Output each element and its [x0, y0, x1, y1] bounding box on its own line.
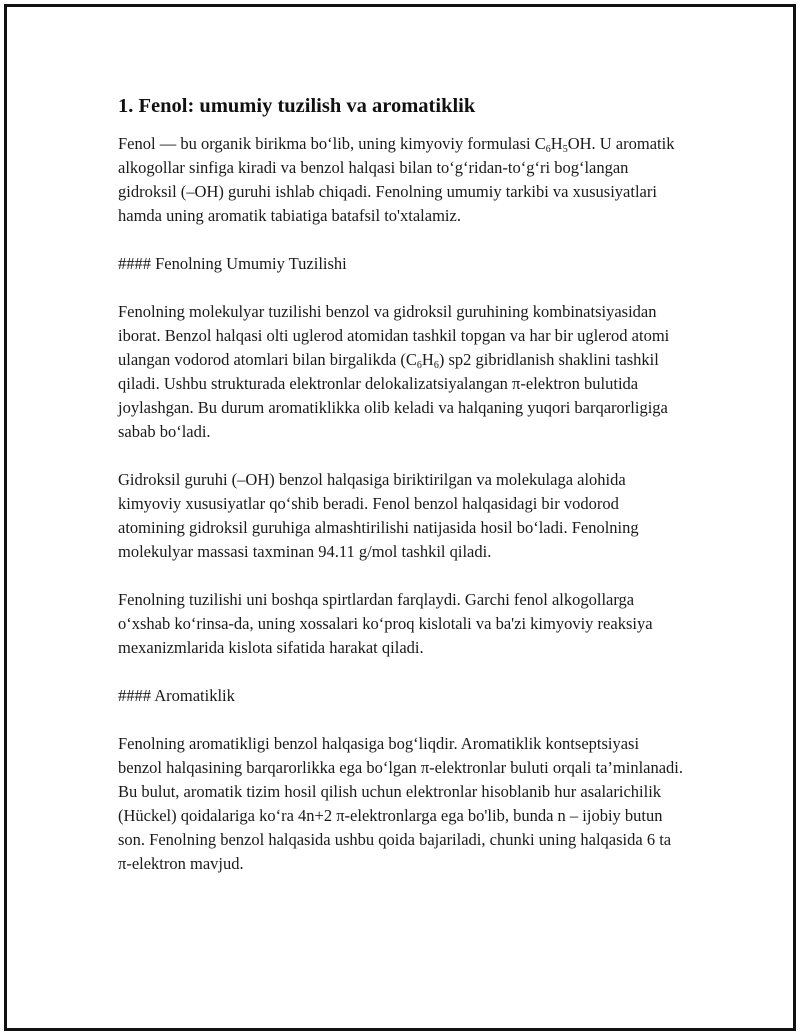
document-body [118, 92, 684, 900]
intro-text-before-formula: Fenol — bu organik birikma bo‘lib, uning kimyoviy formulasi C [118, 134, 546, 153]
structure-paragraph [118, 300, 684, 444]
difference-paragraph: Fenolning tuzilishi uni boshqa spirtlardan farqlaydi. Garchi fenol alkogollarga o‘xshab ko‘rinsa-da, uning xossalari ko‘proq kislotali va ba'zi kimyoviy reaksiya mexanizmlarida kislota sifatida harakat qiladi. [118, 590, 653, 657]
intro-text-after-formula: OH. U aromatik alkogollar sinfiga kiradi va benzol halqasi bilan to‘g‘ridan-to‘g‘ri bog‘langan gidroksil (–OH) guruhi ishlab chiqadi. Fenolning umumiy tarkibi va xususiyatlari hamda uning aromatik tabiatiga batafsil to'xtalamiz. [118, 134, 675, 225]
formula-subscript: 5 [562, 144, 568, 155]
structure-text-before-formula: Fenolning molekulyar tuzilishi benzol va gidroksil guruhining kombinatsiyasidan iborat. Benzol halqasi olti uglerod atomidan tashkil topgan va har bir uglerod atomi ulangan vodorod atomlari bilan birgalikda (C [118, 302, 670, 369]
formula-element: H [421, 350, 434, 369]
formula-element: H [550, 134, 563, 153]
structure-text-after-formula: ) sp2 gibridlanish shaklini tashkil qiladi. Ushbu strukturada elektronlar delokalizatsiyalangan π-elektron bulutida joylashgan. Bu durum aromatiklikka olib keladi va halqaning yuqori barqarorligiga sabab bo‘ladi. [118, 350, 668, 441]
formula-subscript: 6 [545, 144, 551, 155]
intro-paragraph [118, 132, 684, 228]
aromaticity-paragraph: Fenolning aromatikligi benzol halqasiga bog‘liqdir. Aromatiklik kontseptsiyasi benzol halqasining barqarorlikka ega bo‘lgan π-elektronlar buluti orqali ta’minlanadi. Bu bulut, aromatik tizim hosil qilish uchun elektronlar hisoblanib hur asalarichilik (Hückel) qoidalariga ko‘ra 4n+2 π-elektronlarga ega bo'lib, bunda n – ijobiy butun son. Fenolning benzol halqasida ushbu qoida bajariladi, chunki uning halqasida 6 ta π-elektron mavjud. [118, 734, 684, 873]
section-heading-aromaticity: #### Aromatiklik [118, 686, 235, 705]
formula-subscript: 6 [433, 360, 439, 371]
document-title: 1. Fenol: umumiy tuzilish va aromatiklik [118, 95, 476, 117]
hydroxyl-paragraph: Gidroksil guruhi (–OH) benzol halqasiga biriktirilgan va molekulaga alohida kimyoviy xususiyatlar qo‘shib beradi. Fenol benzol halqasidagi bir vodorod atomining gidroksil guruhiga almashtirilishi natijasida hosil bo‘ladi. Fenolning molekulyar massasi taxminan 94.11 g/mol tashkil qiladi. [118, 470, 639, 561]
section-heading-structure: #### Fenolning Umumiy Tuzilishi [118, 254, 347, 273]
formula-subscript: 6 [416, 360, 422, 371]
